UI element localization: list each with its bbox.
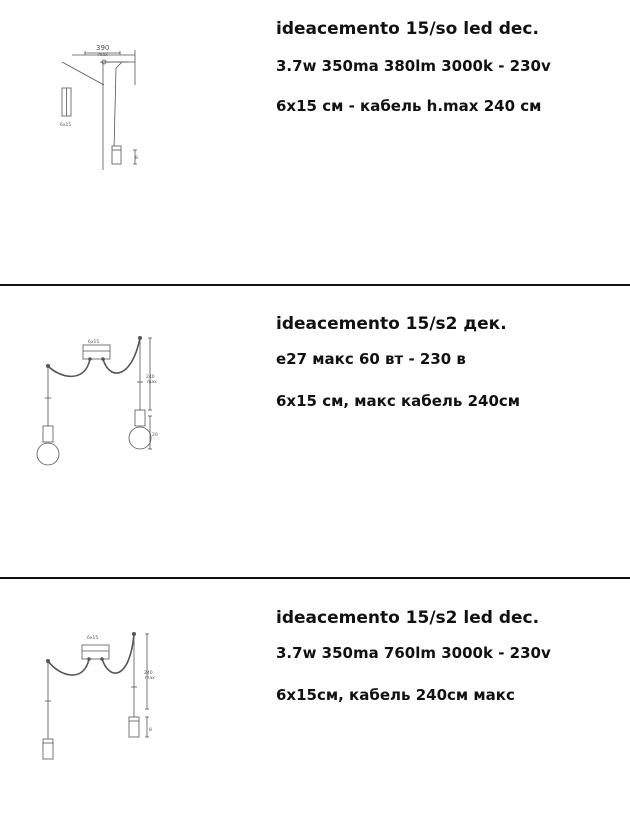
product-spec: 3.7w 350ma 760lm 3000k - 230v xyxy=(276,644,551,662)
product-ideacemento-15-s2-led xyxy=(0,579,630,827)
product-drawing-double-pendant-e27 xyxy=(0,286,260,506)
product-spec: 3.7w 350ma 380lm 3000k - 230v xyxy=(276,57,551,75)
product-ideacemento-15-so-led xyxy=(0,0,630,284)
drawing-label-cable: 240 xyxy=(144,671,153,676)
product-dimensions: 6x15 см, макс кабель 240см xyxy=(276,392,521,410)
drawing-label-cable: 240 xyxy=(146,375,155,380)
product-dimensions: 6x15 см - кабель h.max 240 см xyxy=(276,97,542,115)
drawing-label-width-sub: max xyxy=(98,53,108,58)
drawing-label-width: 390 xyxy=(96,44,110,52)
drawing-label-box: 6x15 xyxy=(87,636,99,641)
product-drawing-double-pendant-led xyxy=(0,579,260,799)
drawing-label-cable-sub: max xyxy=(145,676,155,681)
product-title: ideacemento 15/s2 led dec. xyxy=(276,608,540,628)
drawing-label-size: 6x15 xyxy=(60,123,72,128)
drawing-label-box: 6x15 xyxy=(88,340,100,345)
product-dimensions: 6x15см, кабель 240см макс xyxy=(276,686,515,704)
drawing-label-lamp: 8 xyxy=(135,156,138,161)
product-title: ideacemento 15/s2 дек. xyxy=(276,314,507,334)
drawing-label-lamp: 20 xyxy=(152,433,158,438)
drawing-label-lamp: 8 xyxy=(149,728,152,733)
product-drawing-wall-lamp xyxy=(0,0,260,220)
product-title: ideacemento 15/so led dec. xyxy=(276,19,539,39)
product-ideacemento-15-s2 xyxy=(0,286,630,577)
drawing-label-cable-sub: max xyxy=(147,380,157,385)
product-spec: e27 макс 60 вт - 230 в xyxy=(276,350,466,368)
